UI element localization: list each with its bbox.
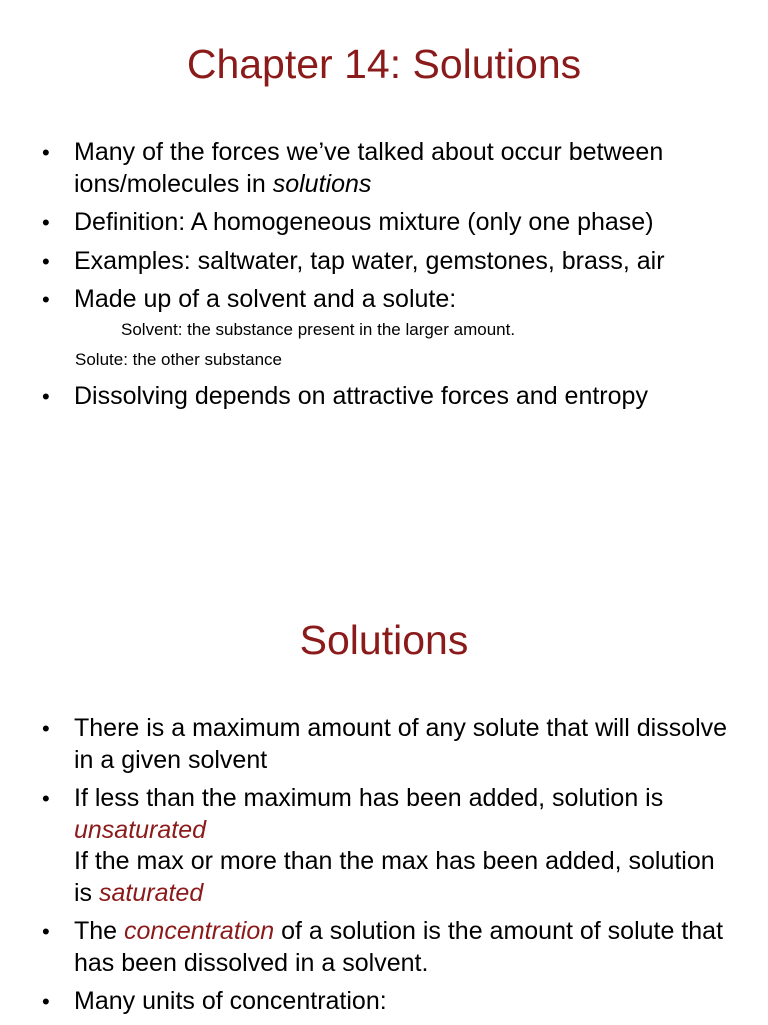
bullet-text: The: [74, 917, 125, 945]
emphasis-concentration: concentration: [124, 917, 275, 945]
sub-solvent: Solvent: the substance present in the larger amount.: [121, 319, 516, 339]
bullet-marker: •: [42, 716, 50, 741]
emphasis-unsaturated: unsaturated: [74, 815, 207, 844]
bullet-text: Many units of concentration:: [74, 987, 387, 1015]
bullet-marker: •: [42, 248, 50, 274]
bullet-marker: •: [42, 210, 50, 235]
bullet-list: [0, 137, 768, 419]
bullet-marker: •: [42, 786, 50, 811]
bullet-text: If the max or more than the max has been added, solution is: [74, 847, 715, 907]
bullet-maximum-amount: [0, 713, 768, 776]
bullet-text: If less than the maximum has been added, solution is: [74, 784, 664, 812]
emphasis-saturated: saturated: [99, 878, 204, 907]
bullet-definition: [0, 207, 768, 239]
bullet-text: of a solution is the amount of solute that has been dissolved in a solvent.: [74, 917, 724, 977]
slide-title: Chapter 14: Solutions: [186, 41, 582, 87]
bullet-list: [0, 713, 768, 1025]
bullet-solvent-solute: [0, 284, 768, 372]
bullet-text: Definition: A homogeneous mixture (only one phase): [74, 208, 654, 236]
emphasis-solutions: solutions: [272, 169, 372, 198]
bullet-marker: •: [42, 919, 50, 944]
bullet-concentration: [0, 916, 768, 979]
bullet-text: Examples: saltwater, tap water, gemstones, brass, air: [74, 246, 665, 275]
bullet-text: There is a maximum amount of any solute that will dissolve in a given solvent: [74, 714, 728, 774]
bullet-saturation: [0, 783, 768, 909]
sub-solute: Solute: the other substance: [75, 349, 282, 369]
slide-title: Solutions: [299, 617, 469, 663]
bullet-forces-in-solutions: [0, 137, 768, 200]
bullet-marker: •: [42, 140, 50, 165]
bullet-text: Many of the forces we’ve talked about occur between ions/molecules in: [74, 138, 664, 198]
bullet-text: Dissolving depends on attractive forces and entropy: [74, 381, 648, 410]
saturated-line: [74, 846, 728, 909]
bullet-marker: •: [42, 383, 50, 409]
bullet-marker: •: [42, 287, 50, 312]
bullet-examples: [0, 246, 768, 278]
bullet-dissolving: [0, 381, 768, 413]
bullet-marker: •: [42, 989, 50, 1014]
bullet-text: Made up of a solvent and a solute:: [74, 285, 457, 313]
unsaturated-line: [74, 783, 728, 846]
slide-solutions: [0, 560, 768, 1024]
bullet-units: [0, 986, 768, 1018]
